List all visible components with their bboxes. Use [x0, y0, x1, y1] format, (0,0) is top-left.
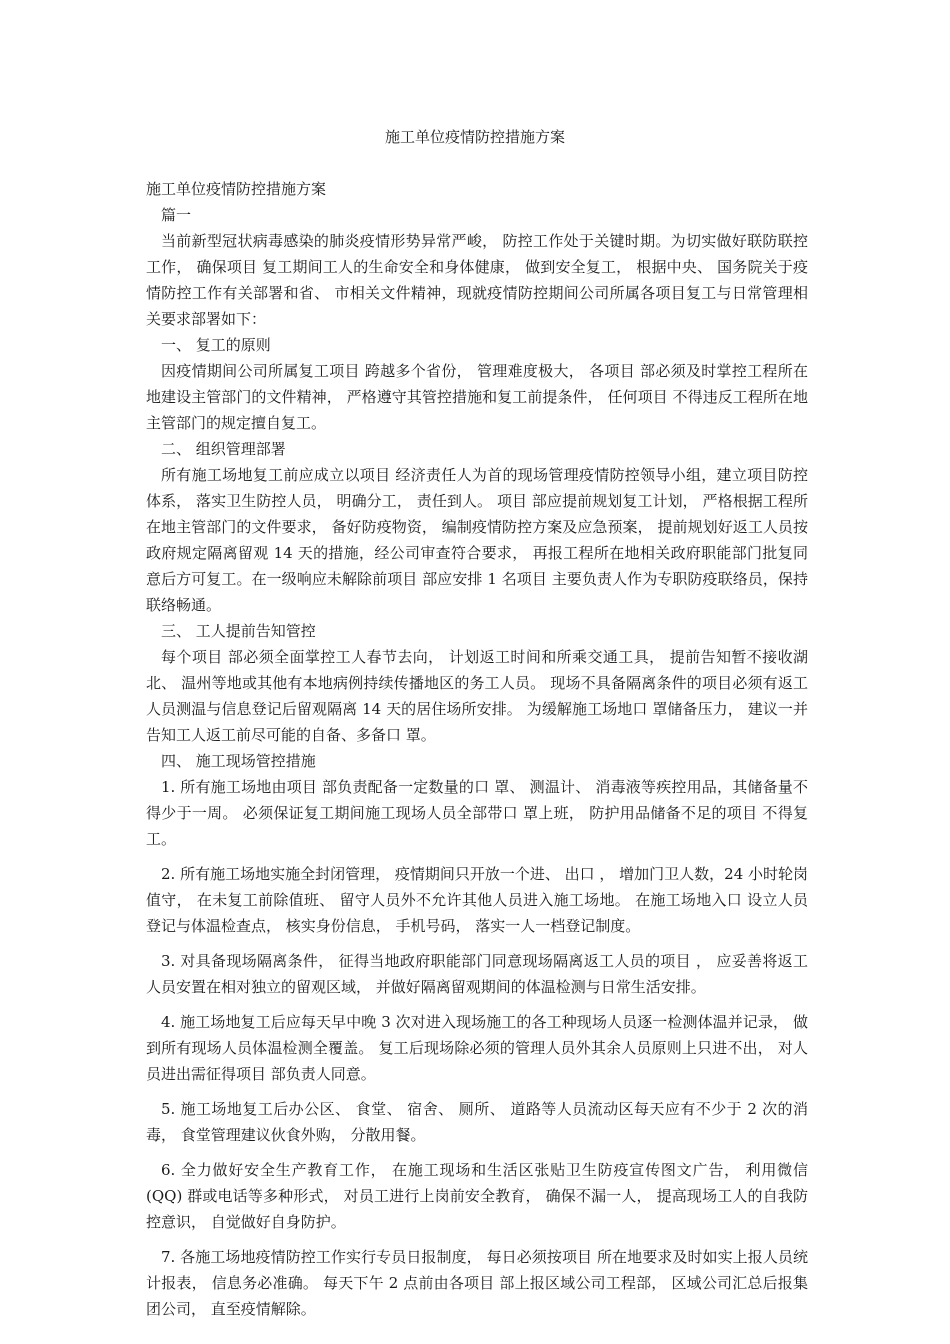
measure-item-7: 7. 各施工场地疫情防控工作实行专员日报制度， 每日必须按项目 所在地要求及时如实上报人员统计报表， 信息务必准确。 每天下午 2 点前由各项目 部上报区域公司工程部， 区域公司汇总后报集团公司， 直至疫情解除。 [146, 1248, 808, 1318]
measure-item-2: 2. 所有施工场地实施全封闭管理， 疫情期间只开放一个进、 出口 ， 增加门卫人数，24 小时轮岗值守， 在未复工前除值班、 留守人员外不允许其他人员进入施工场地。 在施工场地入口 设立人员登记与体温检查点， 核实身份信息， 手机号码， 落实一人一档登记制度。 [146, 865, 809, 935]
measure-item-1: 1. 所有施工场地由项目 部负责配备一定数量的口 罩、 测温计、 消毒液等疾控用品，其储备量不得少于一周。 必须保证复工期间施工现场人员全部带口 罩上班， 防护用品储备不足的项目 不得复工。 [146, 778, 808, 848]
section-heading-1: 一、 复工的原则 [161, 336, 271, 354]
part-label: 篇一 [161, 206, 192, 224]
section-body-3: 每个项目 部必须全面掌控工人春节去向， 计划返工时间和所乘交通工具， 提前告知暂不接收湖北、 温州等地或其他有本地病例持续传播地区的务工人员。 现场不具备隔离条件的项目必须有返工人员测温与信息登记后留观隔离 14 天的居住场所安排。 为缓解施工场地口 罩储备压力， 建议一并告知工人返工前尽可能的自备、多备口 罩。 [146, 648, 808, 744]
measure-item-4: 4. 施工场地复工后应每天早中晚 3 次对进入现场施工的各工种现场人员逐一检测体温并记录， 做到所有现场人员体温检测全覆盖。 复工后现场除必须的管理人员外其余人员原则上只进不出， 对人员进出需征得项目 部负责人同意。 [146, 1013, 808, 1083]
section-heading-3: 三、 工人提前告知管控 [161, 622, 316, 640]
section-heading-2: 二、 组织管理部署 [161, 440, 286, 458]
section-body-2: 所有施工场地复工前应成立以项目 经济责任人为首的现场管理疫情防控领导小组，建立项目防控体系， 落实卫生防控人员， 明确分工， 责任到人。 项目 部应提前规划复工计划， 严格根据工程所在地主管部门的文件要求， 备好防疫物资， 编制疫情防控方案及应急预案， 提前规划好返工人员按政府规定隔离留观 14 天的措施，经公司审查符合要求， 再报工程所在地相关政府职能部门批复同意后方可复工。在一级响应未解除前项目 部应安排 1 名项目 主要负责人作为专职防疫联络员，保持联络畅通。 [146, 466, 808, 614]
document-subtitle: 施工单位疫情防控措施方案 [146, 180, 327, 198]
intro-paragraph: 当前新型冠状病毒感染的肺炎疫情形势异常严峻， 防控工作处于关键时期。为切实做好联防联控工作， 确保项目 复工期间工人的生命安全和身体健康， 做到安全复工， 根据中央、 国务院关于疫情防控工作有关部署和省、 市相关文件精神，现就疫情防控期间公司所属各项目复工与日常管理相关要求部署如下： [146, 232, 808, 328]
measure-item-6: 6. 全力做好安全生产教育工作， 在施工现场和生活区张贴卫生防疫宣传图文广告， 利用微信(QQ) 群或电话等多种形式， 对员工进行上岗前安全教育， 确保不漏一人， 提高现场工人的自我防控意识， 自觉做好自身防护。 [146, 1161, 808, 1231]
section-body-1: 因疫情期间公司所属复工项目 跨越多个省份， 管理难度极大， 各项目 部必须及时掌控工程所在地建设主管部门的文件精神， 严格遵守其管控措施和复工前提条件， 任何项目 不得违反工程所在地主管部门的规定擅自复工。 [146, 362, 808, 432]
document-body [146, 176, 808, 1331]
measure-item-3: 3. 对具备现场隔离条件， 征得当地政府职能部门同意现场隔离返工人员的项目 ， 应妥善将返工人员安置在相对独立的留观区域， 并做好隔离留观期间的体温检测与日常生活安排。 [146, 952, 808, 996]
document-title: 施工单位疫情防控措施方案 [384, 128, 565, 146]
measure-item-5: 5. 施工场地复工后办公区、 食堂、 宿舍、 厕所、 道路等人员流动区每天应有不少于 2 次的消毒， 食堂管理建议伙食外购， 分散用餐。 [146, 1100, 808, 1144]
section-heading-4: 四、 施工现场管控措施 [161, 752, 316, 770]
